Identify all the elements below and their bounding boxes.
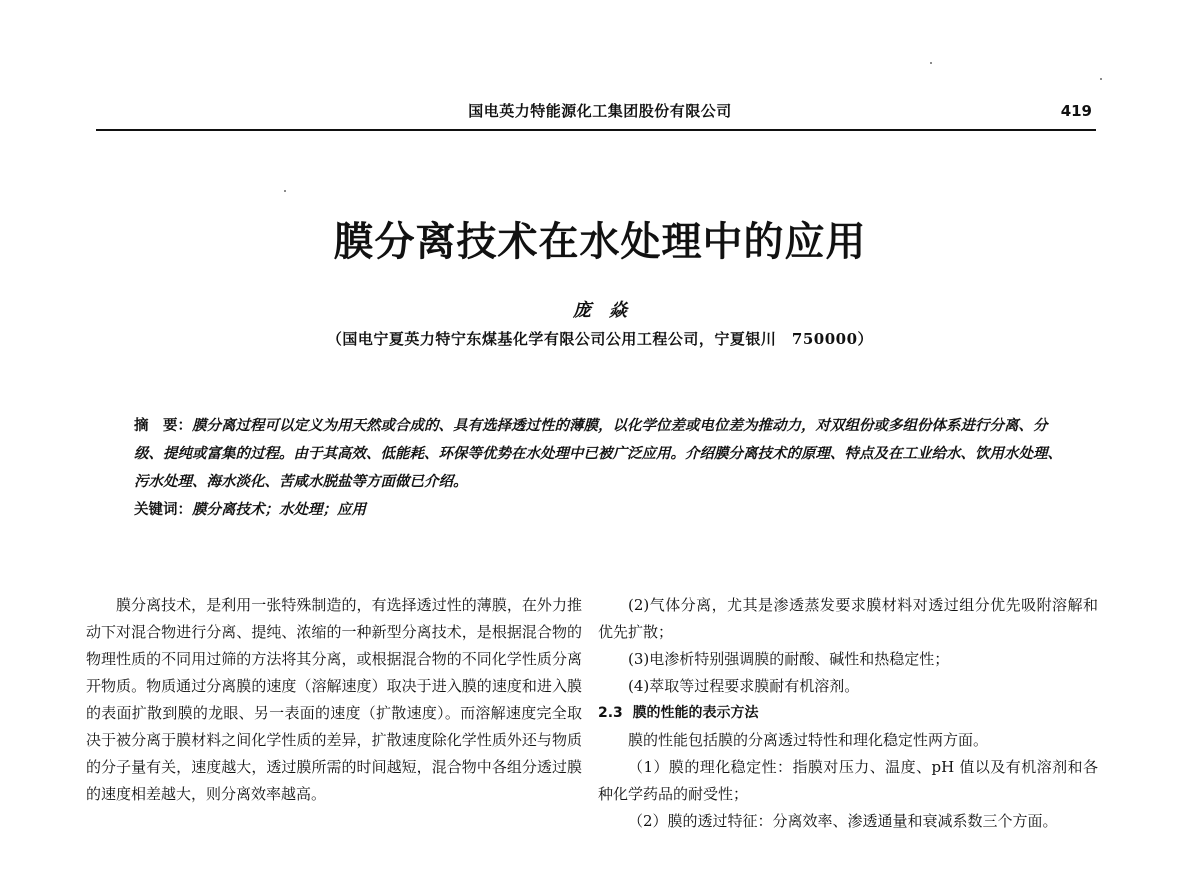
page-number: 419	[1060, 102, 1092, 120]
scan-speck	[1100, 78, 1102, 80]
abstract-label: 摘 要：	[134, 418, 192, 434]
scan-speck	[930, 62, 932, 64]
body-paragraph: 膜的性能包括膜的分离透过特性和理化稳定性两方面。	[628, 731, 989, 749]
section-number: 2.3	[598, 705, 623, 721]
body-right-column	[598, 592, 1098, 835]
keywords-label: 关键词：	[134, 502, 192, 518]
body-paragraph: （2）膜的透过特征：分离效率、渗透通量和衰减系数三个方面。	[628, 812, 1058, 830]
list-item: (2)气体分离，尤其是渗透蒸发要求膜材料对透过组分优先吸附溶解和优先扩散；	[598, 596, 1098, 641]
running-header: 国电英力特能源化工集团股份有限公司	[468, 102, 732, 120]
body-paragraph: 膜分离技术，是利用一张特殊制造的，有选择透过性的薄膜，在外力推动下对混合物进行分离、提纯、浓缩的一种新型分离技术，是根据混合物的物理性质的不同用过筛的方法将其分离，或根据混合物的不同化学性质分离开物质。物质通过分离膜的速度（溶解速度）取决于进入膜的速度和进入膜的表面扩散到膜的龙眼、另一表面的速度（扩散速度）。而溶解速度完全取决于被分离于膜材料之间化学性质的差异，扩散速度除化学性质外还与物质的分子量有关，速度越大，透过膜所需的时间越短，混合物中各组分透过膜的速度相差越大，则分离效率越高。	[86, 596, 582, 803]
section-title: 膜的性能的表示方法	[632, 705, 759, 721]
abstract-paragraph	[134, 412, 1074, 496]
author: 庞 焱	[573, 300, 627, 321]
affiliation: （国电宁夏英力特宁东煤基化学有限公司公用工程公司，宁夏银川 750000）	[326, 330, 874, 348]
keywords-paragraph	[134, 496, 1074, 524]
list-item: (3)电渗析特别强调膜的耐酸、碱性和热稳定性；	[628, 650, 950, 668]
abstract-text: 膜分离过程可以定义为用天然或合成的、具有选择透过性的薄膜，以化学位差或电位差为推动力，对双组份或多组份体系进行分离、分级、提纯或富集的过程。由于其高效、低能耗、环保等优势在水处理中已被广泛应用。介绍膜分离技术的原理、特点及在工业给水、饮用水处理、污水处理、海水淡化、苦咸水脱盐等方面做已介绍。	[134, 417, 1062, 490]
list-item: (4)萃取等过程要求膜耐有机溶剂。	[628, 677, 860, 695]
header-rule	[96, 129, 1096, 131]
body-paragraph: （1）膜的理化稳定性：指膜对压力、温度、pH 值以及有机溶剂和各种化学药品的耐受性；	[598, 758, 1098, 803]
article-title: 膜分离技术在水处理中的应用	[333, 218, 867, 265]
section-heading	[598, 700, 1098, 727]
abstract-block	[134, 412, 1074, 524]
keywords-text: 膜分离技术；水处理；应用	[192, 501, 366, 518]
scan-speck	[284, 190, 286, 192]
body-left-column	[86, 592, 582, 808]
